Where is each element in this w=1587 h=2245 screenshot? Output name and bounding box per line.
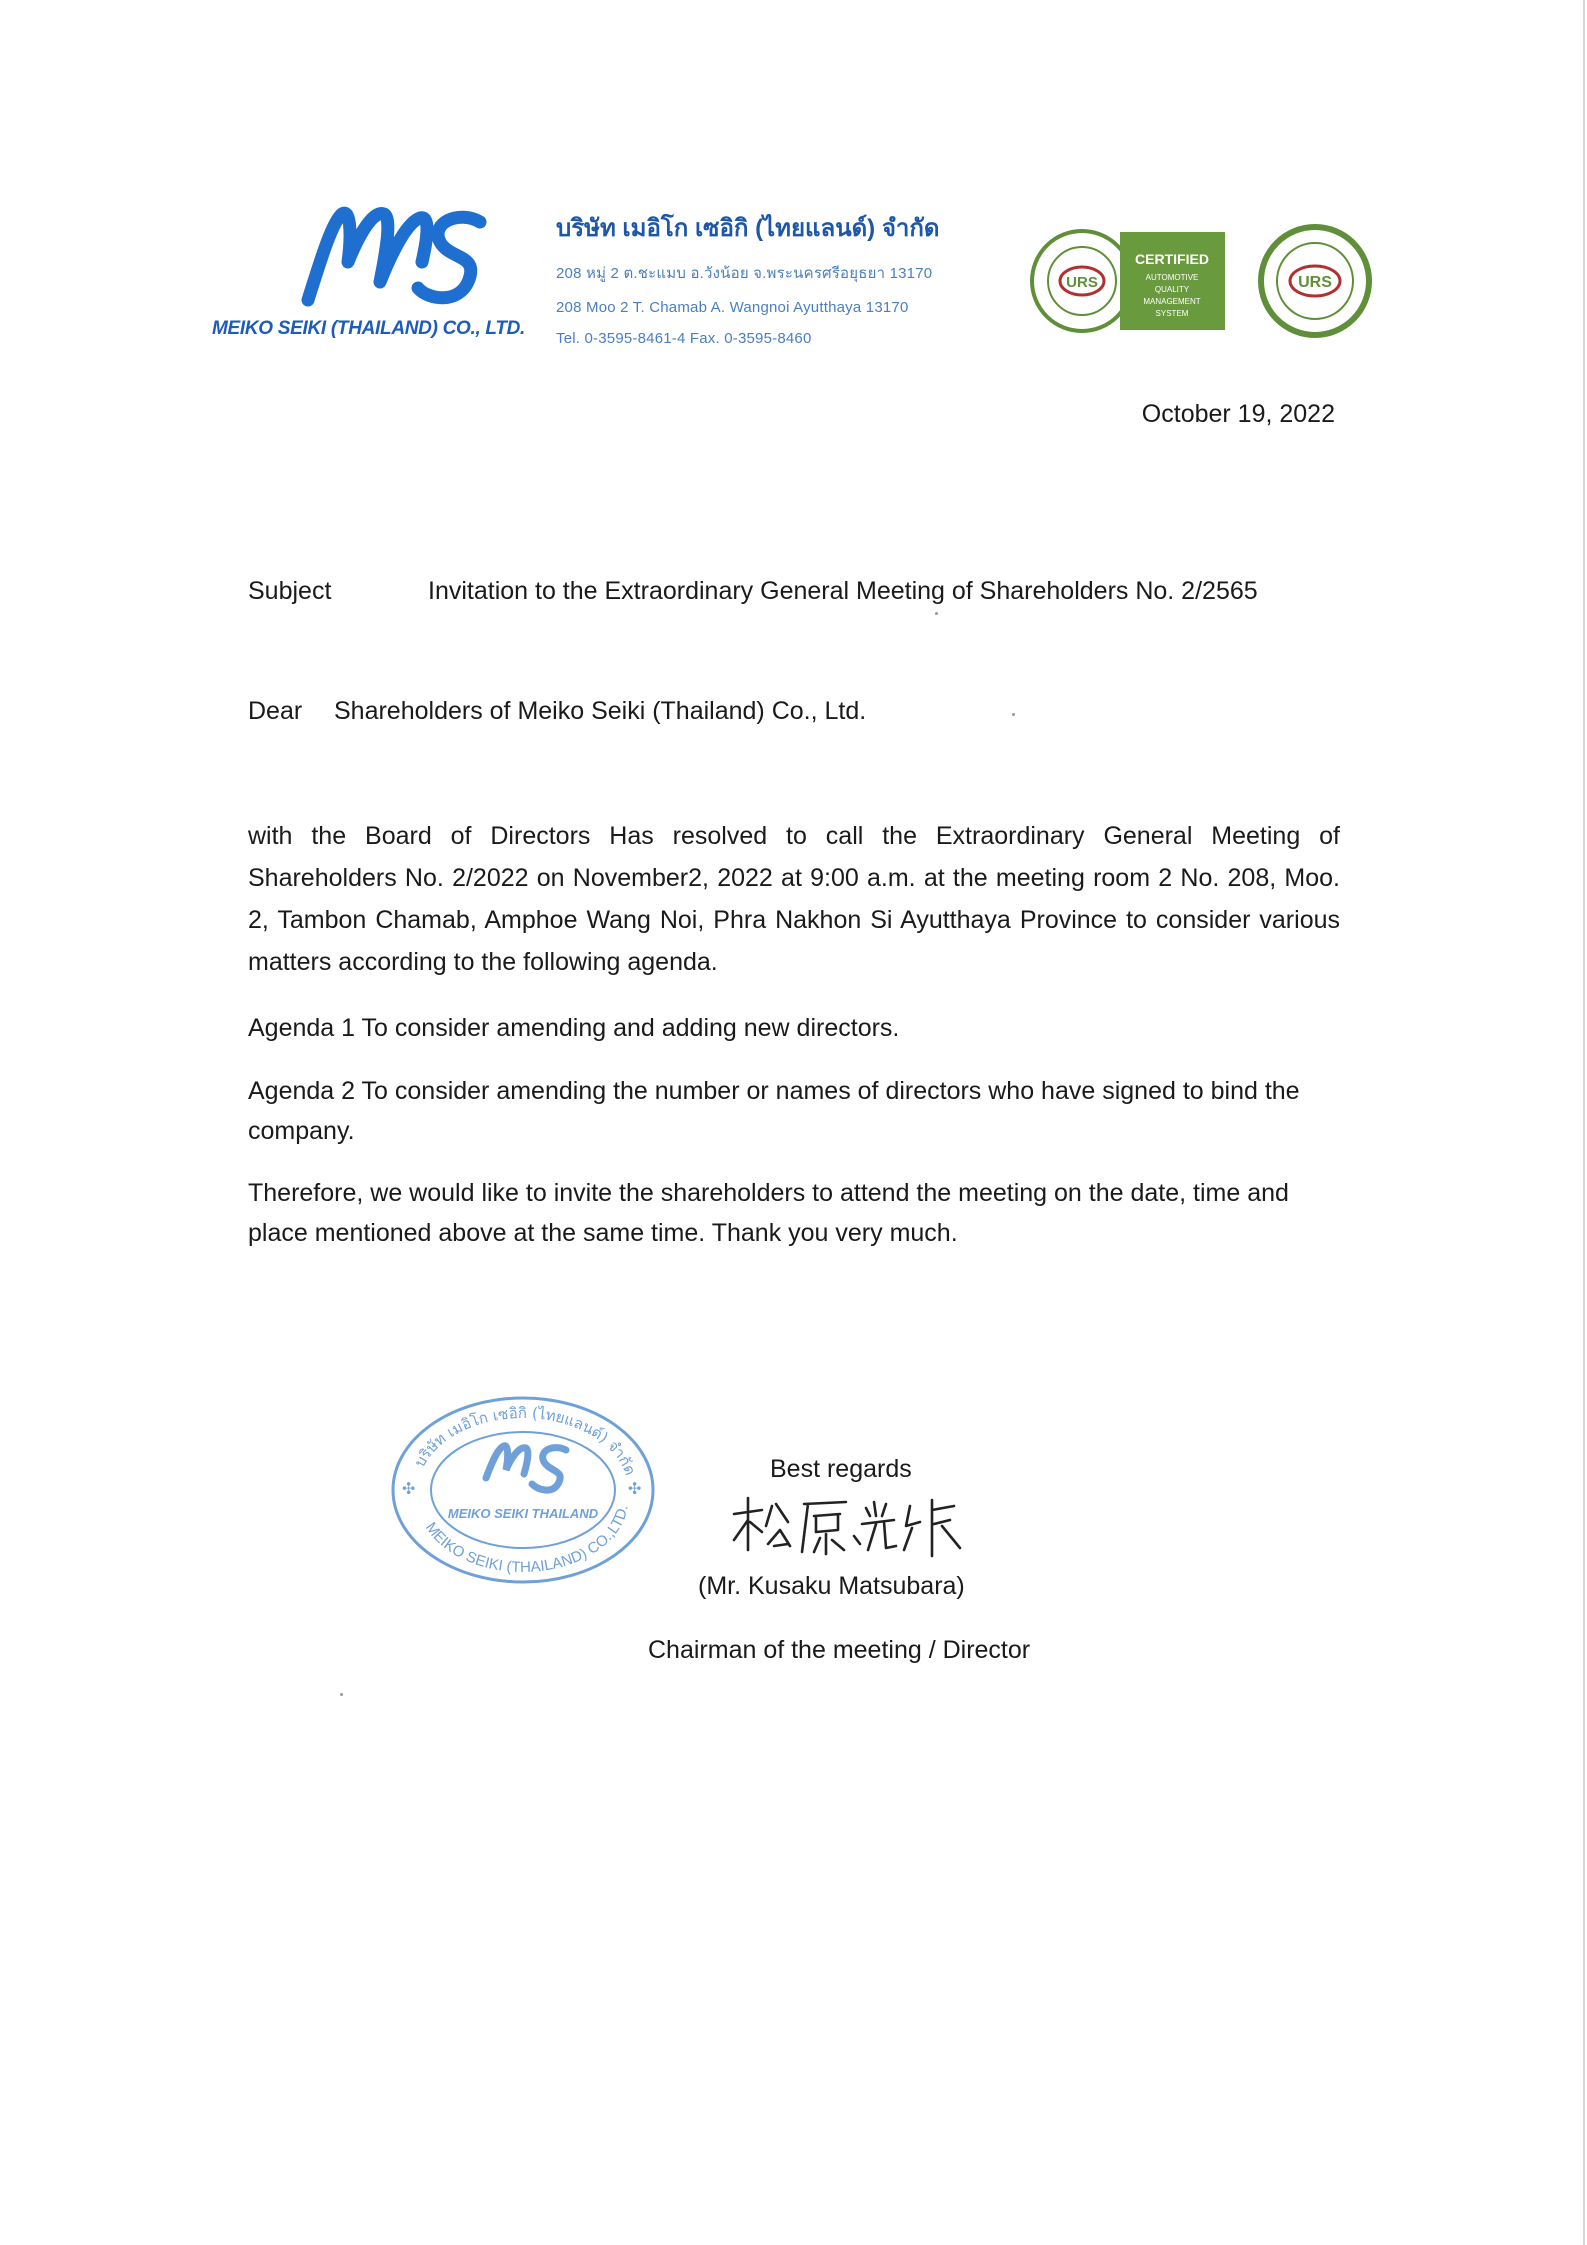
signer-name: (Mr. Kusaku Matsubara) — [698, 1572, 965, 1600]
company-logo-name: MEIKO SEIKI (THAILAND) CO., LTD. — [212, 318, 526, 339]
signer-title: Chairman of the meeting / Director — [648, 1636, 1031, 1664]
agenda-item-2: Agenda 2 To consider amending the number or names of directors who have signed to bind the company. — [248, 1077, 1300, 1145]
contact-info: Tel. 0-3595-8461-4 Fax. 0-3595-8460 — [556, 330, 812, 347]
svg-text:MEIKO SEIKI (THAILAND) CO.,LTD: MEIKO SEIKI (THAILAND) CO.,LTD. — [421, 1504, 632, 1577]
company-name-thai: บริษัท เมอิโก เซอิกิ (ไทยแลนด์) จำกัด — [556, 215, 940, 242]
svg-text:AUTOMOTIVE: AUTOMOTIVE — [1145, 273, 1199, 282]
svg-text:QUALITY: QUALITY — [1154, 285, 1190, 294]
svg-text:✣: ✣ — [402, 1479, 416, 1498]
address-thai: 208 หมู่ 2 ต.ชะแมบ อ.วังน้อย จ.พระนครศรีอยุธยา 13170 — [556, 265, 933, 282]
svg-text:✣: ✣ — [628, 1479, 642, 1498]
agenda-item-1: Agenda 1 To consider amending and adding new directors. — [248, 1014, 900, 1042]
letterhead-address — [556, 208, 940, 361]
closing-regards: Best regards — [770, 1455, 912, 1483]
address-english: 208 Moo 2 T. Chamab A. Wangnoi Ayutthaya 13170 — [556, 299, 909, 316]
scan-speck — [1012, 713, 1015, 716]
company-seal-stamp-icon — [388, 1390, 658, 1590]
salutation-label: Dear — [248, 697, 303, 725]
svg-text:URS: URS — [1066, 274, 1098, 291]
scan-speck — [340, 1693, 343, 1696]
salutation-recipient: Shareholders of Meiko Seiki (Thailand) Co., Ltd. — [334, 697, 867, 725]
svg-text:URS: URS — [1298, 274, 1332, 291]
handwritten-signature — [728, 1492, 968, 1562]
subject-text: Invitation to the Extraordinary General Meeting of Shareholders No. 2/2565 — [428, 577, 1258, 605]
closing-paragraph: Therefore, we would like to invite the shareholders to attend the meeting on the date, time and place mentioned above at the same time. Thank you very much. — [248, 1179, 1289, 1247]
svg-text:MEIKO SEIKI THAILAND: MEIKO SEIKI THAILAND — [447, 1506, 599, 1521]
svg-text:บริษัท เมอิโก เซอิกิ (ไทยแลนด์: บริษัท เมอิโก เซอิกิ (ไทยแลนด์) จำกัด — [410, 1403, 640, 1478]
ms-logo-icon — [290, 192, 490, 312]
svg-text:SYSTEM: SYSTEM — [1155, 309, 1189, 318]
urs-registration-seal-icon — [1256, 222, 1374, 340]
main-paragraph: with the Board of Directors Has resolved to call the Extraordinary General Meeting of Shareholders No. 2/2022 on November2, 2022 at 9:00 a.m. at the meeting room 2 No. 208, Moo. 2, Tambon Chamab, Amphoe Wang Noi, Phra Nakhon Si Ayutthaya Province to consider various matters according to the following agenda. — [248, 822, 1340, 976]
subject-label: Subject — [248, 577, 332, 605]
svg-text:CERTIFIED: CERTIFIED — [1135, 251, 1209, 267]
scan-speck — [935, 612, 938, 615]
svg-text:MANAGEMENT: MANAGEMENT — [1143, 297, 1201, 306]
letter-date: October 19, 2022 — [1141, 400, 1335, 428]
page-edge — [1583, 0, 1585, 2245]
urs-certified-badge-icon — [1030, 222, 1230, 340]
